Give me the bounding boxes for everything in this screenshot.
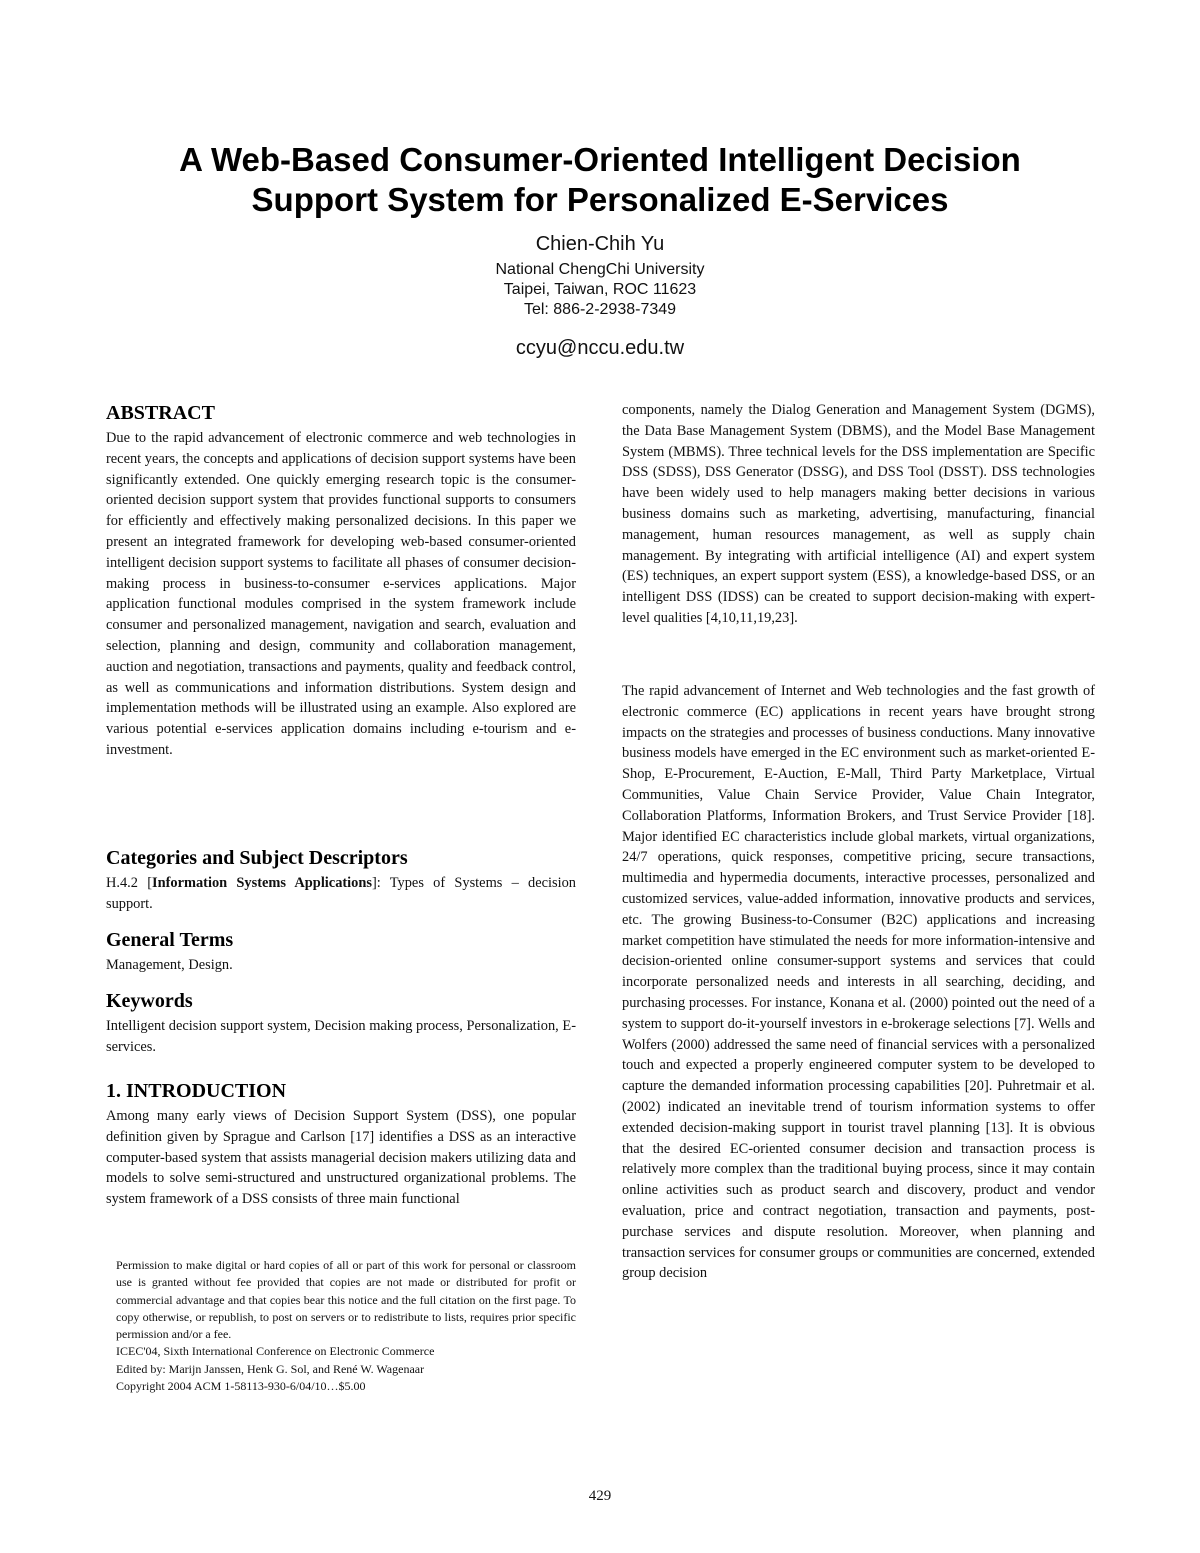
categories-bold: Information Systems Applications	[152, 875, 372, 891]
categories-text	[106, 873, 576, 915]
introduction-heading: 1. INTRODUCTION	[106, 1080, 287, 1102]
general-terms-heading: General Terms	[106, 929, 234, 951]
paper-title-line-2: Support System for Personalized E-Services	[251, 181, 949, 218]
editors-line: Edited by: Marijn Janssen, Henk G. Sol, and René W. Wagenaar	[116, 1361, 425, 1376]
categories-heading: Categories and Subject Descriptors	[106, 847, 408, 869]
affiliation-location: Taipei, Taiwan, ROC 11623	[503, 281, 697, 298]
abstract-heading: ABSTRACT	[106, 402, 215, 424]
categories-rest: ]: Types of Systems – decision support.	[106, 875, 576, 912]
introduction-text: Among many early views of Decision Support System (DSS), one popular definition given by Sprague and Carlson [17] identifies a DSS as an interactive computer-based system that assists managerial decision makers utilizing data and models to solve semi-structured and unstructured organizational problems. The system framework of a DSS consists of three main functional	[106, 1108, 576, 1208]
abstract-text: Due to the rapid advancement of electronic commerce and web technologies in recent years, the concepts and applications of decision support systems have been significantly extended. One quickly emerging research topic is the consumer-oriented decision support system that provides functional supports to consumers for efficiently and effectively making personalized decisions. In this paper we present an integrated framework for developing web-based consumer-oriented intelligent decision support systems to facilitate all phases of consumer decision-making process in business-to-consumer e-services applications. Major application functional modules comprised in the system framework include consumer and personalized management, navigation and search, evaluation and selection, planning and design, community and collaboration management, auction and negotiation, transactions and payments, quality and feedback control, as well as communications and information distributions. System design and implementation methods will be illustrated using an example. Also explored are various potential e-services application domains including e-tourism and e-investment.	[106, 430, 576, 758]
right-column-paragraph-2: The rapid advancement of Internet and Web technologies and the fast growth of electronic commerce (EC) applications in recent years have brought strong impacts on the strategies and processes of business conductions. Many innovative business models have emerged in the EC environment such as market-oriented E-Shop, E-Procurement, E-Auction, E-Mall, Third Party Marketplace, Virtual Communities, Value Chain Service Provider, Value Chain Integrator, Collaboration Platforms, Information Brokers, and Trust Service Provider [18]. Major identified EC characteristics include global markets, virtual organizations, 24/7 operations, quick responses, competitive pricing, secure transactions, multimedia and hypermedia documents, interactive processes, personalized and customized services, value-added information, innovative products and services, etc. The growing Business-to-Consumer (B2C) applications and increasing market competition have stimulated the needs for more information-intensive and decision-oriented online consumer-support systems and services that could incorporate personalized needs and interests in all searching, deciding, and purchasing processes. For instance, Konana et al. (2000) pointed out the need of a system to support do-it-yourself investors in e-brokerage selections [7]. Wells and Wolfers (2000) addressed the same need of financial services with a personalized touch and expected a properly engineered computer system to be developed to capture the demanded information processing capabilities [20]. Puhretmair et al. (2002) indicated an inevitable trend of tourism information systems to offer extended decision-making support in tourist travel planning [13]. It is obvious that the desired EC-oriented consumer decision and transaction process is relatively more complex than the traditional buying process, since it may contain online activities such as product search and discovery, product and vendor evaluation, price and contract negotiation, transaction and payments, post-purchase services and dispute resolution. Moreover, when planning and transaction services for consumer groups or communities are concerned, extended group decision	[622, 683, 1095, 1282]
permission-block	[116, 1257, 576, 1395]
conference-name: ICEC'04, Sixth International Conference on Electronic Commerce	[116, 1344, 435, 1359]
permission-notice: Permission to make digital or hard copies of all or part of this work for personal or classroom use is granted without fee provided that copies are not made or distributed for profit or commercial advantage and that copies bear this notice and the full citation on the first page. To copy otherwise, or republish, to post on servers or to redistribute to lists, requires prior specific permission and/or a fee.	[116, 1258, 576, 1342]
copyright-line: Copyright 2004 ACM 1-58113-930-6/04/10…$5.00	[116, 1379, 366, 1394]
paper-title	[0, 140, 1200, 220]
affiliation-institution: National ChengChi University	[495, 261, 705, 278]
page-number: 429	[588, 1488, 612, 1504]
author-affiliation	[0, 260, 1200, 320]
paper-title-line-1: A Web-Based Consumer-Oriented Intelligent Decision	[179, 141, 1021, 178]
author-email: ccyu@nccu.edu.tw	[515, 337, 685, 359]
keywords-text: Intelligent decision support system, Decision making process, Personalization, E-services.	[106, 1018, 576, 1055]
categories-code: H.4.2 [	[106, 875, 153, 891]
general-terms-text: Management, Design.	[106, 957, 233, 973]
affiliation-phone: Tel: 886-2-2938-7349	[523, 301, 677, 318]
author-name: Chien-Chih Yu	[535, 233, 665, 255]
right-column-paragraph-1: components, namely the Dialog Generation and Management System (DGMS), the Data Base Management System (DBMS), and the Model Base Management System (MBMS). Three technical levels for the DSS implementation are Specific DSS (SDSS), DSS Generator (DSSG), and DSS Tool (DSST). DSS technologies have been widely used to help managers making better decisions in various business domains such as marketing, advertising, manufacturing, financial management, human resources management, as well as supply chain management. By integrating with artificial intelligence (AI) and expert system (ES) techniques, an expert support system (ESS), a knowledge-based DSS, or an intelligent DSS (IDSS) can be created to support decision-making with expert-level qualities [4,10,11,19,23].	[622, 402, 1095, 626]
keywords-heading: Keywords	[106, 990, 193, 1012]
